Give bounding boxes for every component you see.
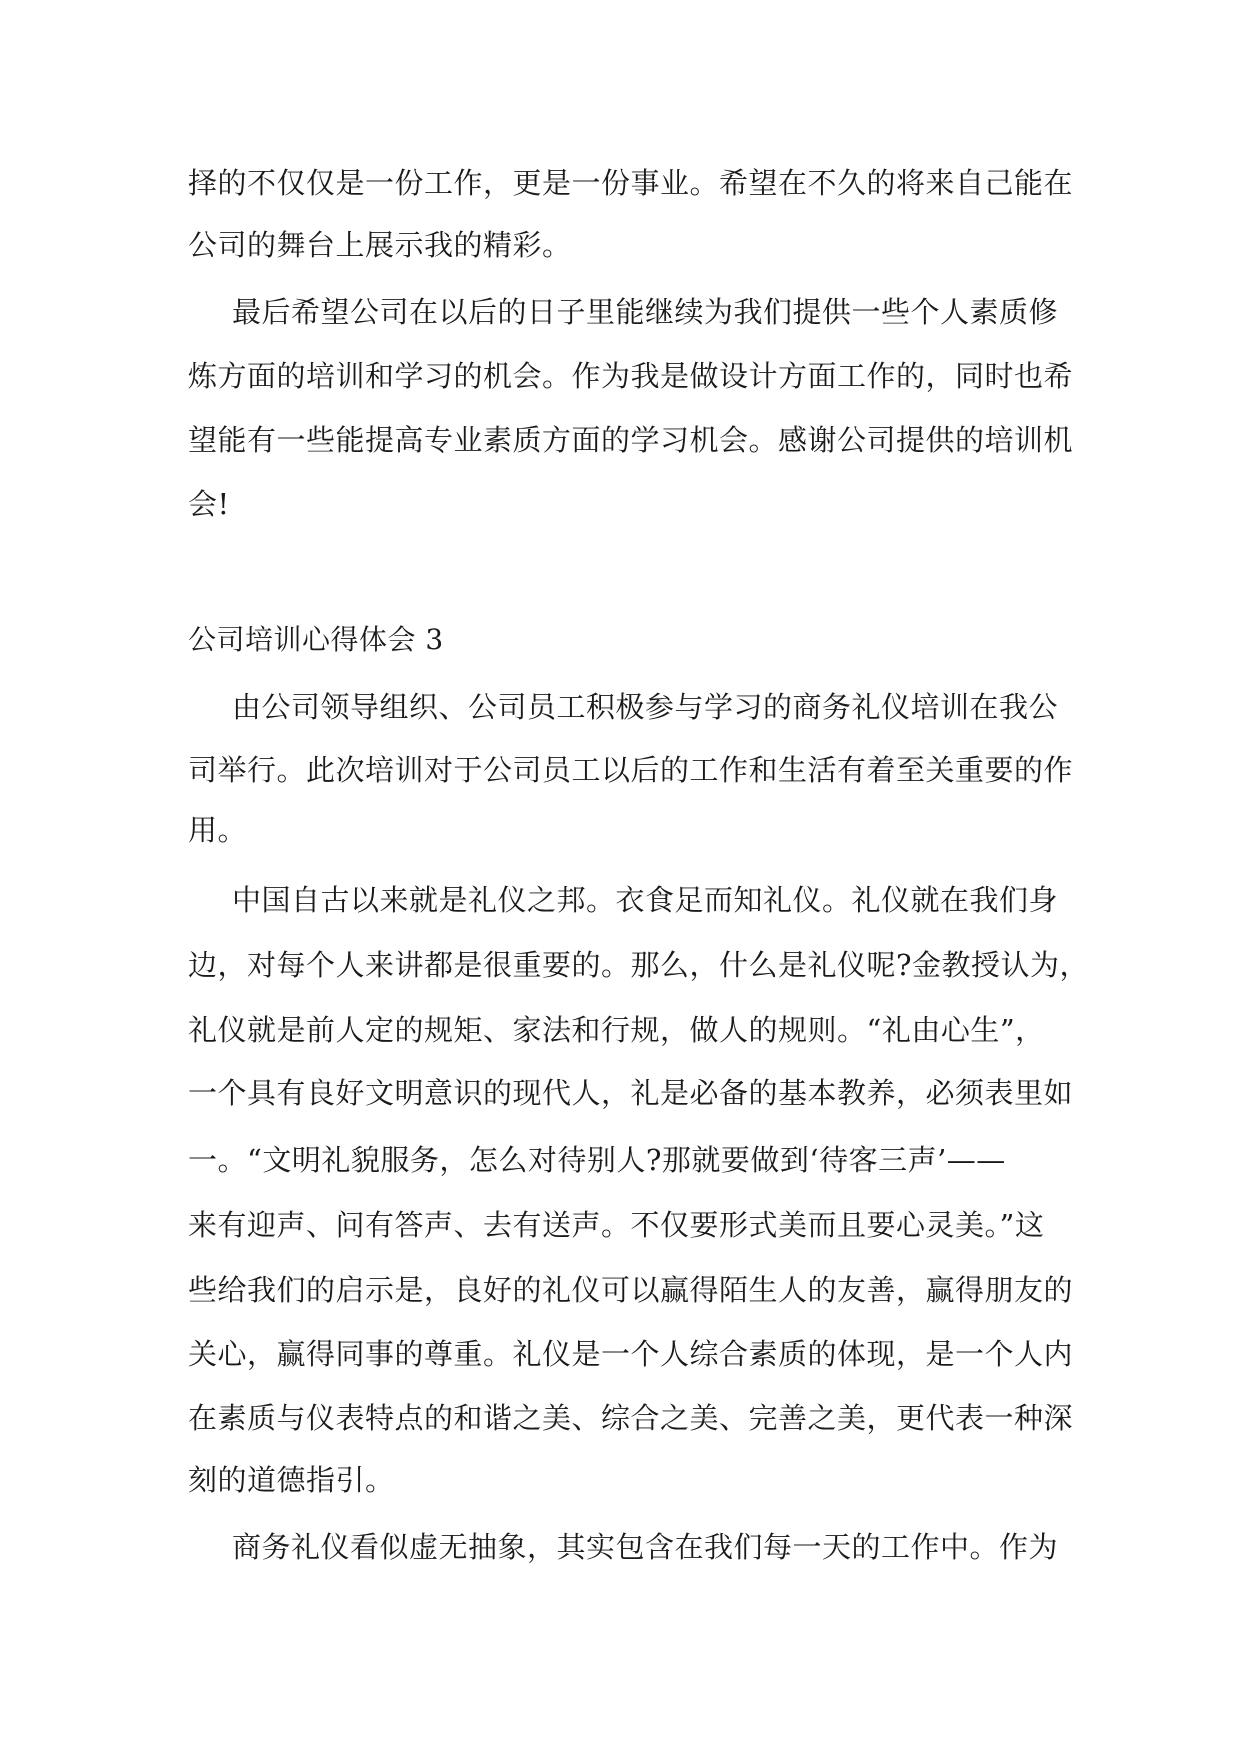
paragraph-line: 在素质与仪表特点的和谐之美、综合之美、完善之美，更代表一种深 [188, 1401, 1074, 1435]
paragraph-line: 择的不仅仅是一份工作，更是一份事业。希望在不久的将来自己能在 [188, 166, 1074, 200]
paragraph-line: 来有迎声、问有答声、去有送声。不仅要形式美而且要心灵美。”这 [188, 1208, 1045, 1242]
section-heading: 公司培训心得体会 3 [188, 623, 444, 656]
paragraph-line: 公司的舞台上展示我的精彩。 [188, 228, 572, 262]
paragraph-line: 最后希望公司在以后的日子里能继续为我们提供一些个人素质修 [232, 295, 1059, 329]
paragraph-line: 一个具有良好文明意识的现代人，礼是必备的基本教养，必须表里如 [188, 1076, 1074, 1110]
paragraph-line: 司举行。此次培训对于公司员工以后的工作和生活有着至关重要的作 [188, 753, 1074, 787]
paragraph-line: 会! [188, 487, 230, 521]
paragraph-line: 望能有一些能提高专业素质方面的学习机会。感谢公司提供的培训机 [188, 423, 1074, 457]
paragraph-line: 用。 [188, 813, 248, 847]
paragraph-line: 刻的道德指引。 [188, 1463, 395, 1497]
paragraph-line: 关心，赢得同事的尊重。礼仪是一个人综合素质的体现，是一个人内 [188, 1337, 1074, 1371]
paragraph-line: 一。“文明礼貌服务，怎么对待别人?那就要做到‘待客三声’—— [188, 1143, 1006, 1177]
paragraph-line: 商务礼仪看似虚无抽象，其实包含在我们每一天的工作中。作为 [232, 1530, 1059, 1564]
paragraph-line: 中国自古以来就是礼仪之邦。衣食足而知礼仪。礼仪就在我们身 [232, 883, 1059, 917]
paragraph-line: 由公司领导组织、公司员工积极参与学习的商务礼仪培训在我公 [232, 690, 1059, 724]
paragraph-line: 些给我们的启示是，良好的礼仪可以赢得陌生人的友善，赢得朋友的 [188, 1273, 1074, 1307]
paragraph-line: 边，对每个人来讲都是很重要的。那么，什么是礼仪呢?金教授认为， [188, 948, 1090, 982]
paragraph-line: 礼仪就是前人定的规矩、家法和行规，做人的规则。“礼由心生”， [188, 1013, 1045, 1047]
paragraph-line: 炼方面的培训和学习的机会。作为我是做设计方面工作的，同时也希 [188, 359, 1074, 393]
